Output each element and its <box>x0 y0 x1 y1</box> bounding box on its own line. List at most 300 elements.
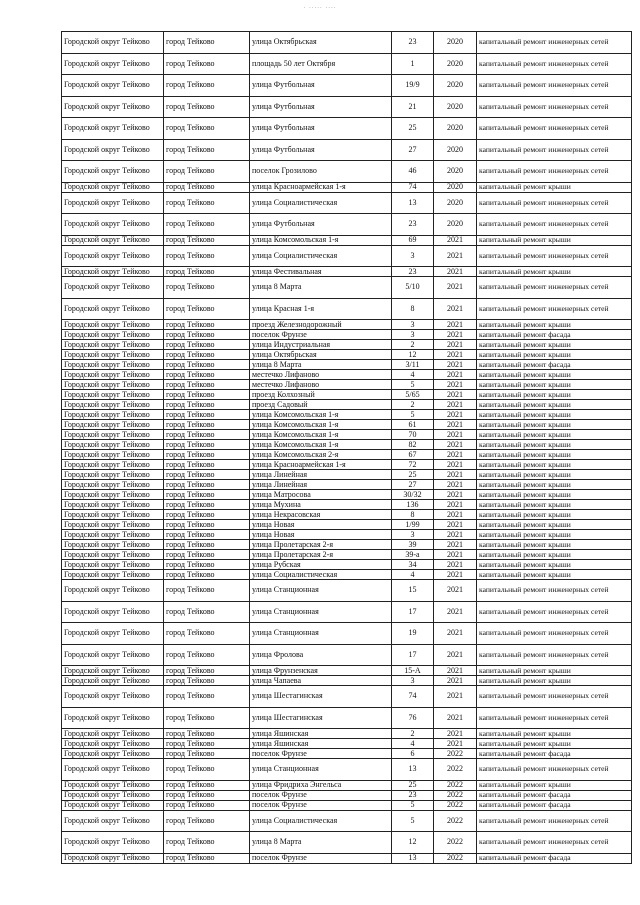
work-type-cell: капитальный ремонт крыши <box>477 570 632 580</box>
street-cell: улица 8 Марта <box>250 360 392 370</box>
house-number-cell: 3 <box>392 676 434 686</box>
table-row <box>62 340 632 350</box>
work-type-cell: капитальный ремонт инженерных сетей <box>477 832 632 854</box>
house-number-cell: 3 <box>392 530 434 540</box>
municipality-cell: Городской округ Тейково <box>62 800 164 810</box>
house-number-cell: 1/99 <box>392 520 434 530</box>
house-number-cell: 25 <box>392 470 434 480</box>
municipality-cell: Городской округ Тейково <box>62 298 164 320</box>
street-cell: улица Фридриха Энгельса <box>250 780 392 790</box>
table-row <box>62 410 632 420</box>
table-row <box>62 520 632 530</box>
year-cell: 2021 <box>434 440 477 450</box>
municipality-cell: Городской округ Тейково <box>62 430 164 440</box>
work-type-cell: капитальный ремонт крыши <box>477 560 632 570</box>
settlement-cell: город Тейково <box>164 360 250 370</box>
year-cell: 2021 <box>434 623 477 645</box>
street-cell: улица Социалистическая <box>250 192 392 214</box>
house-number-cell: 3 <box>392 330 434 340</box>
table-row <box>62 686 632 708</box>
street-cell: улица Комсомольская 1-я <box>250 410 392 420</box>
work-type-cell: капитальный ремонт крыши <box>477 739 632 749</box>
municipality-cell: Городской округ Тейково <box>62 560 164 570</box>
settlement-cell: город Тейково <box>164 182 250 192</box>
street-cell: местечко Лифаново <box>250 370 392 380</box>
settlement-cell: город Тейково <box>164 380 250 390</box>
street-cell: поселок Фрунзе <box>250 749 392 759</box>
street-cell: улица Станционная <box>250 759 392 781</box>
table-row <box>62 440 632 450</box>
year-cell: 2020 <box>434 214 477 236</box>
settlement-cell: город Тейково <box>164 470 250 480</box>
street-cell: улица 8 Марта <box>250 832 392 854</box>
settlement-cell: город Тейково <box>164 490 250 500</box>
municipality-cell: Городской округ Тейково <box>62 530 164 540</box>
settlement-cell: город Тейково <box>164 330 250 340</box>
table-row <box>62 749 632 759</box>
street-cell: улица Комсомольская 1-я <box>250 420 392 430</box>
year-cell: 2021 <box>434 460 477 470</box>
house-number-cell: 69 <box>392 235 434 245</box>
municipality-cell: Городской округ Тейково <box>62 277 164 299</box>
work-type-cell: капитальный ремонт инженерных сетей <box>477 161 632 183</box>
year-cell: 2021 <box>434 601 477 623</box>
house-number-cell: 67 <box>392 450 434 460</box>
settlement-cell: город Тейково <box>164 686 250 708</box>
table-row <box>62 360 632 370</box>
year-cell: 2022 <box>434 780 477 790</box>
house-number-cell: 46 <box>392 161 434 183</box>
year-cell: 2022 <box>434 832 477 854</box>
municipality-cell: Городской округ Тейково <box>62 749 164 759</box>
street-cell: поселок Фрунзе <box>250 800 392 810</box>
house-number-cell: 2 <box>392 340 434 350</box>
table-row <box>62 739 632 749</box>
settlement-cell: город Тейково <box>164 390 250 400</box>
street-cell: улица Фрунзенская <box>250 666 392 676</box>
table-row <box>62 707 632 729</box>
house-number-cell: 2 <box>392 729 434 739</box>
street-cell: улица Футбольная <box>250 96 392 118</box>
year-cell: 2021 <box>434 410 477 420</box>
settlement-cell: город Тейково <box>164 550 250 560</box>
settlement-cell: город Тейково <box>164 853 250 863</box>
table-row <box>62 580 632 602</box>
settlement-cell: город Тейково <box>164 570 250 580</box>
settlement-cell: город Тейково <box>164 214 250 236</box>
house-number-cell: 61 <box>392 420 434 430</box>
table-row <box>62 350 632 360</box>
street-cell: улица Фролова <box>250 644 392 666</box>
table-row <box>62 780 632 790</box>
settlement-cell: город Тейково <box>164 707 250 729</box>
municipality-cell: Городской округ Тейково <box>62 853 164 863</box>
street-cell: улица Красная 1-я <box>250 298 392 320</box>
house-number-cell: 8 <box>392 510 434 520</box>
house-number-cell: 82 <box>392 440 434 450</box>
table-row <box>62 810 632 832</box>
work-type-cell: капитальный ремонт инженерных сетей <box>477 32 632 54</box>
house-number-cell: 12 <box>392 832 434 854</box>
year-cell: 2021 <box>434 380 477 390</box>
year-cell: 2021 <box>434 540 477 550</box>
house-number-cell: 6 <box>392 749 434 759</box>
work-type-cell: капитальный ремонт крыши <box>477 420 632 430</box>
work-type-cell: капитальный ремонт инженерных сетей <box>477 686 632 708</box>
table-row <box>62 139 632 161</box>
house-number-cell: 15-А <box>392 666 434 676</box>
year-cell: 2021 <box>434 330 477 340</box>
work-type-cell: капитальный ремонт крыши <box>477 440 632 450</box>
year-cell: 2021 <box>434 390 477 400</box>
table-row <box>62 450 632 460</box>
year-cell: 2022 <box>434 759 477 781</box>
municipality-cell: Городской округ Тейково <box>62 540 164 550</box>
work-type-cell: капитальный ремонт крыши <box>477 510 632 520</box>
table-row <box>62 570 632 580</box>
table-row <box>62 161 632 183</box>
year-cell: 2021 <box>434 510 477 520</box>
settlement-cell: город Тейково <box>164 32 250 54</box>
municipality-cell: Городской округ Тейково <box>62 440 164 450</box>
work-type-cell: капитальный ремонт инженерных сетей <box>477 810 632 832</box>
municipality-cell: Городской округ Тейково <box>62 480 164 490</box>
street-cell: улица Комсомольская 2-я <box>250 450 392 460</box>
municipality-cell: Городской округ Тейково <box>62 490 164 500</box>
work-type-cell: капитальный ремонт крыши <box>477 320 632 330</box>
street-cell: поселок Грозилово <box>250 161 392 183</box>
municipality-cell: Городской округ Тейково <box>62 810 164 832</box>
house-number-cell: 1 <box>392 53 434 75</box>
work-type-cell: капитальный ремонт инженерных сетей <box>477 759 632 781</box>
table-row <box>62 470 632 480</box>
settlement-cell: город Тейково <box>164 780 250 790</box>
table-row <box>62 530 632 540</box>
settlement-cell: город Тейково <box>164 739 250 749</box>
settlement-cell: город Тейково <box>164 267 250 277</box>
work-type-cell: капитальный ремонт инженерных сетей <box>477 214 632 236</box>
year-cell: 2021 <box>434 450 477 460</box>
table-row <box>62 510 632 520</box>
table-row <box>62 540 632 550</box>
municipality-cell: Городской округ Тейково <box>62 570 164 580</box>
year-cell: 2022 <box>434 853 477 863</box>
municipality-cell: Городской округ Тейково <box>62 75 164 97</box>
street-cell: площадь 50 лет Октября <box>250 53 392 75</box>
year-cell: 2021 <box>434 340 477 350</box>
municipality-cell: Городской округ Тейково <box>62 161 164 183</box>
municipality-cell: Городской округ Тейково <box>62 580 164 602</box>
work-type-cell: капитальный ремонт инженерных сетей <box>477 118 632 140</box>
work-type-cell: капитальный ремонт крыши <box>477 676 632 686</box>
work-type-cell: капитальный ремонт крыши <box>477 450 632 460</box>
work-type-cell: капитальный ремонт крыши <box>477 550 632 560</box>
year-cell: 2021 <box>434 686 477 708</box>
settlement-cell: город Тейково <box>164 520 250 530</box>
street-cell: улица Комсомольская 1-я <box>250 430 392 440</box>
street-cell: улица Чапаева <box>250 676 392 686</box>
settlement-cell: город Тейково <box>164 340 250 350</box>
municipality-cell: Городской округ Тейково <box>62 390 164 400</box>
settlement-cell: город Тейково <box>164 75 250 97</box>
municipality-cell: Городской округ Тейково <box>62 739 164 749</box>
work-type-cell: капитальный ремонт крыши <box>477 520 632 530</box>
work-type-cell: капитальный ремонт инженерных сетей <box>477 644 632 666</box>
table-row <box>62 666 632 676</box>
municipality-cell: Городской округ Тейково <box>62 780 164 790</box>
year-cell: 2021 <box>434 530 477 540</box>
municipality-cell: Городской округ Тейково <box>62 53 164 75</box>
table-row <box>62 759 632 781</box>
settlement-cell: город Тейково <box>164 810 250 832</box>
municipality-cell: Городской округ Тейково <box>62 340 164 350</box>
settlement-cell: город Тейково <box>164 420 250 430</box>
street-cell: улица Мухина <box>250 500 392 510</box>
year-cell: 2022 <box>434 800 477 810</box>
year-cell: 2021 <box>434 666 477 676</box>
work-type-cell: капитальный ремонт фасада <box>477 800 632 810</box>
work-type-cell: капитальный ремонт инженерных сетей <box>477 580 632 602</box>
table-row <box>62 550 632 560</box>
year-cell: 2021 <box>434 520 477 530</box>
work-type-cell: капитальный ремонт инженерных сетей <box>477 75 632 97</box>
house-number-cell: 21 <box>392 96 434 118</box>
street-cell: поселок Фрунзе <box>250 790 392 800</box>
year-cell: 2020 <box>434 32 477 54</box>
municipality-cell: Городской округ Тейково <box>62 520 164 530</box>
table-row <box>62 380 632 390</box>
settlement-cell: город Тейково <box>164 790 250 800</box>
year-cell: 2021 <box>434 500 477 510</box>
table-row <box>62 644 632 666</box>
table-row <box>62 298 632 320</box>
street-cell: улица Пролетарская 2-я <box>250 550 392 560</box>
table-row <box>62 676 632 686</box>
year-cell: 2021 <box>434 570 477 580</box>
year-cell: 2020 <box>434 192 477 214</box>
year-cell: 2021 <box>434 320 477 330</box>
house-number-cell: 19/9 <box>392 75 434 97</box>
house-number-cell: 23 <box>392 267 434 277</box>
year-cell: 2022 <box>434 790 477 800</box>
work-type-cell: капитальный ремонт крыши <box>477 490 632 500</box>
house-number-cell: 23 <box>392 790 434 800</box>
municipality-cell: Городской округ Тейково <box>62 729 164 739</box>
house-number-cell: 74 <box>392 182 434 192</box>
settlement-cell: город Тейково <box>164 676 250 686</box>
street-cell: улица Социалистическая <box>250 570 392 580</box>
table-row <box>62 182 632 192</box>
work-type-cell: капитальный ремонт крыши <box>477 729 632 739</box>
work-type-cell: капитальный ремонт крыши <box>477 340 632 350</box>
year-cell: 2021 <box>434 729 477 739</box>
work-type-cell: капитальный ремонт крыши <box>477 780 632 790</box>
year-cell: 2020 <box>434 118 477 140</box>
year-cell: 2022 <box>434 810 477 832</box>
municipality-cell: Городской округ Тейково <box>62 380 164 390</box>
municipality-cell: Городской округ Тейково <box>62 707 164 729</box>
work-type-cell: капитальный ремонт фасада <box>477 749 632 759</box>
municipality-cell: Городской округ Тейково <box>62 192 164 214</box>
table-row <box>62 729 632 739</box>
year-cell: 2021 <box>434 676 477 686</box>
street-cell: улица 8 Марта <box>250 277 392 299</box>
settlement-cell: город Тейково <box>164 480 250 490</box>
work-type-cell: капитальный ремонт крыши <box>477 400 632 410</box>
street-cell: улица Октябрьская <box>250 350 392 360</box>
year-cell: 2020 <box>434 161 477 183</box>
house-number-cell: 25 <box>392 118 434 140</box>
street-cell: улица Социалистическая <box>250 810 392 832</box>
year-cell: 2020 <box>434 53 477 75</box>
municipality-cell: Городской округ Тейково <box>62 676 164 686</box>
settlement-cell: город Тейково <box>164 460 250 470</box>
work-type-cell: капитальный ремонт крыши <box>477 182 632 192</box>
municipality-cell: Городской округ Тейково <box>62 245 164 267</box>
work-type-cell: капитальный ремонт фасада <box>477 853 632 863</box>
work-type-cell: капитальный ремонт крыши <box>477 470 632 480</box>
municipality-cell: Городской округ Тейково <box>62 510 164 520</box>
work-type-cell: капитальный ремонт инженерных сетей <box>477 277 632 299</box>
table-row <box>62 490 632 500</box>
municipality-cell: Городской округ Тейково <box>62 790 164 800</box>
table-row <box>62 75 632 97</box>
year-cell: 2021 <box>434 400 477 410</box>
table-row <box>62 53 632 75</box>
municipality-cell: Городской округ Тейково <box>62 759 164 781</box>
house-number-cell: 13 <box>392 759 434 781</box>
settlement-cell: город Тейково <box>164 749 250 759</box>
municipality-cell: Городской округ Тейково <box>62 601 164 623</box>
settlement-cell: город Тейково <box>164 832 250 854</box>
municipality-cell: Городской округ Тейково <box>62 832 164 854</box>
work-type-cell: капитальный ремонт крыши <box>477 350 632 360</box>
street-cell: улица Линейная <box>250 480 392 490</box>
house-number-cell: 8 <box>392 298 434 320</box>
municipality-cell: Городской округ Тейково <box>62 450 164 460</box>
house-number-cell: 23 <box>392 32 434 54</box>
table-row <box>62 853 632 863</box>
house-number-cell: 27 <box>392 480 434 490</box>
street-cell: улица Футбольная <box>250 75 392 97</box>
municipality-cell: Городской округ Тейково <box>62 330 164 340</box>
work-type-cell: капитальный ремонт инженерных сетей <box>477 623 632 645</box>
street-cell: улица Шестагинская <box>250 707 392 729</box>
municipality-cell: Городской округ Тейково <box>62 118 164 140</box>
house-number-cell: 34 <box>392 560 434 570</box>
settlement-cell: город Тейково <box>164 298 250 320</box>
table-row <box>62 267 632 277</box>
table-row <box>62 800 632 810</box>
year-cell: 2021 <box>434 550 477 560</box>
work-type-cell: капитальный ремонт инженерных сетей <box>477 53 632 75</box>
street-cell: улица Станционная <box>250 580 392 602</box>
table-row <box>62 96 632 118</box>
municipality-cell: Городской округ Тейково <box>62 96 164 118</box>
work-type-cell: капитальный ремонт крыши <box>477 380 632 390</box>
work-type-cell: капитальный ремонт крыши <box>477 530 632 540</box>
house-number-cell: 74 <box>392 686 434 708</box>
house-number-cell: 5 <box>392 800 434 810</box>
settlement-cell: город Тейково <box>164 729 250 739</box>
table-row <box>62 214 632 236</box>
settlement-cell: город Тейково <box>164 450 250 460</box>
work-type-cell: капитальный ремонт инженерных сетей <box>477 192 632 214</box>
year-cell: 2021 <box>434 470 477 480</box>
work-type-cell: капитальный ремонт крыши <box>477 480 632 490</box>
house-number-cell: 25 <box>392 780 434 790</box>
table-row <box>62 400 632 410</box>
street-cell: улица Новая <box>250 520 392 530</box>
street-cell: улица Красноармейская 1-я <box>250 182 392 192</box>
house-number-cell: 27 <box>392 139 434 161</box>
municipality-cell: Городской округ Тейково <box>62 235 164 245</box>
street-cell: местечко Лифаново <box>250 380 392 390</box>
street-cell: проезд Колхозный <box>250 390 392 400</box>
year-cell: 2020 <box>434 182 477 192</box>
work-type-cell: капитальный ремонт крыши <box>477 666 632 676</box>
year-cell: 2021 <box>434 370 477 380</box>
house-number-cell: 39-а <box>392 550 434 560</box>
table-row <box>62 623 632 645</box>
settlement-cell: город Тейково <box>164 53 250 75</box>
municipality-cell: Городской округ Тейково <box>62 139 164 161</box>
house-number-cell: 19 <box>392 623 434 645</box>
work-type-cell: капитальный ремонт инженерных сетей <box>477 96 632 118</box>
table-row <box>62 235 632 245</box>
table-row <box>62 32 632 54</box>
house-number-cell: 5 <box>392 810 434 832</box>
street-cell: поселок Фрунзе <box>250 330 392 340</box>
house-number-cell: 5/65 <box>392 390 434 400</box>
table-row <box>62 245 632 267</box>
house-number-cell: 13 <box>392 192 434 214</box>
street-cell: улица Индустриальная <box>250 340 392 350</box>
work-type-cell: капитальный ремонт крыши <box>477 460 632 470</box>
settlement-cell: город Тейково <box>164 400 250 410</box>
house-number-cell: 15 <box>392 580 434 602</box>
work-type-cell: капитальный ремонт крыши <box>477 410 632 420</box>
house-number-cell: 76 <box>392 707 434 729</box>
house-number-cell: 3 <box>392 245 434 267</box>
year-cell: 2020 <box>434 96 477 118</box>
street-cell: улица Октябрьская <box>250 32 392 54</box>
year-cell: 2021 <box>434 235 477 245</box>
street-cell: улица Станционная <box>250 623 392 645</box>
table-row <box>62 790 632 800</box>
house-number-cell: 4 <box>392 739 434 749</box>
year-cell: 2021 <box>434 490 477 500</box>
street-cell: поселок Фрунзе <box>250 853 392 863</box>
municipality-cell: Городской округ Тейково <box>62 360 164 370</box>
table-row <box>62 330 632 340</box>
settlement-cell: город Тейково <box>164 500 250 510</box>
work-type-cell: капитальный ремонт крыши <box>477 267 632 277</box>
year-cell: 2020 <box>434 139 477 161</box>
street-cell: улица Комсомольская 1-я <box>250 440 392 450</box>
settlement-cell: город Тейково <box>164 440 250 450</box>
settlement-cell: город Тейково <box>164 96 250 118</box>
street-cell: улица Футбольная <box>250 139 392 161</box>
year-cell: 2021 <box>434 420 477 430</box>
municipality-cell: Городской округ Тейково <box>62 32 164 54</box>
year-cell: 2022 <box>434 749 477 759</box>
settlement-cell: город Тейково <box>164 370 250 380</box>
year-cell: 2021 <box>434 360 477 370</box>
table-row <box>62 601 632 623</box>
table-row <box>62 460 632 470</box>
work-type-cell: капитальный ремонт крыши <box>477 430 632 440</box>
